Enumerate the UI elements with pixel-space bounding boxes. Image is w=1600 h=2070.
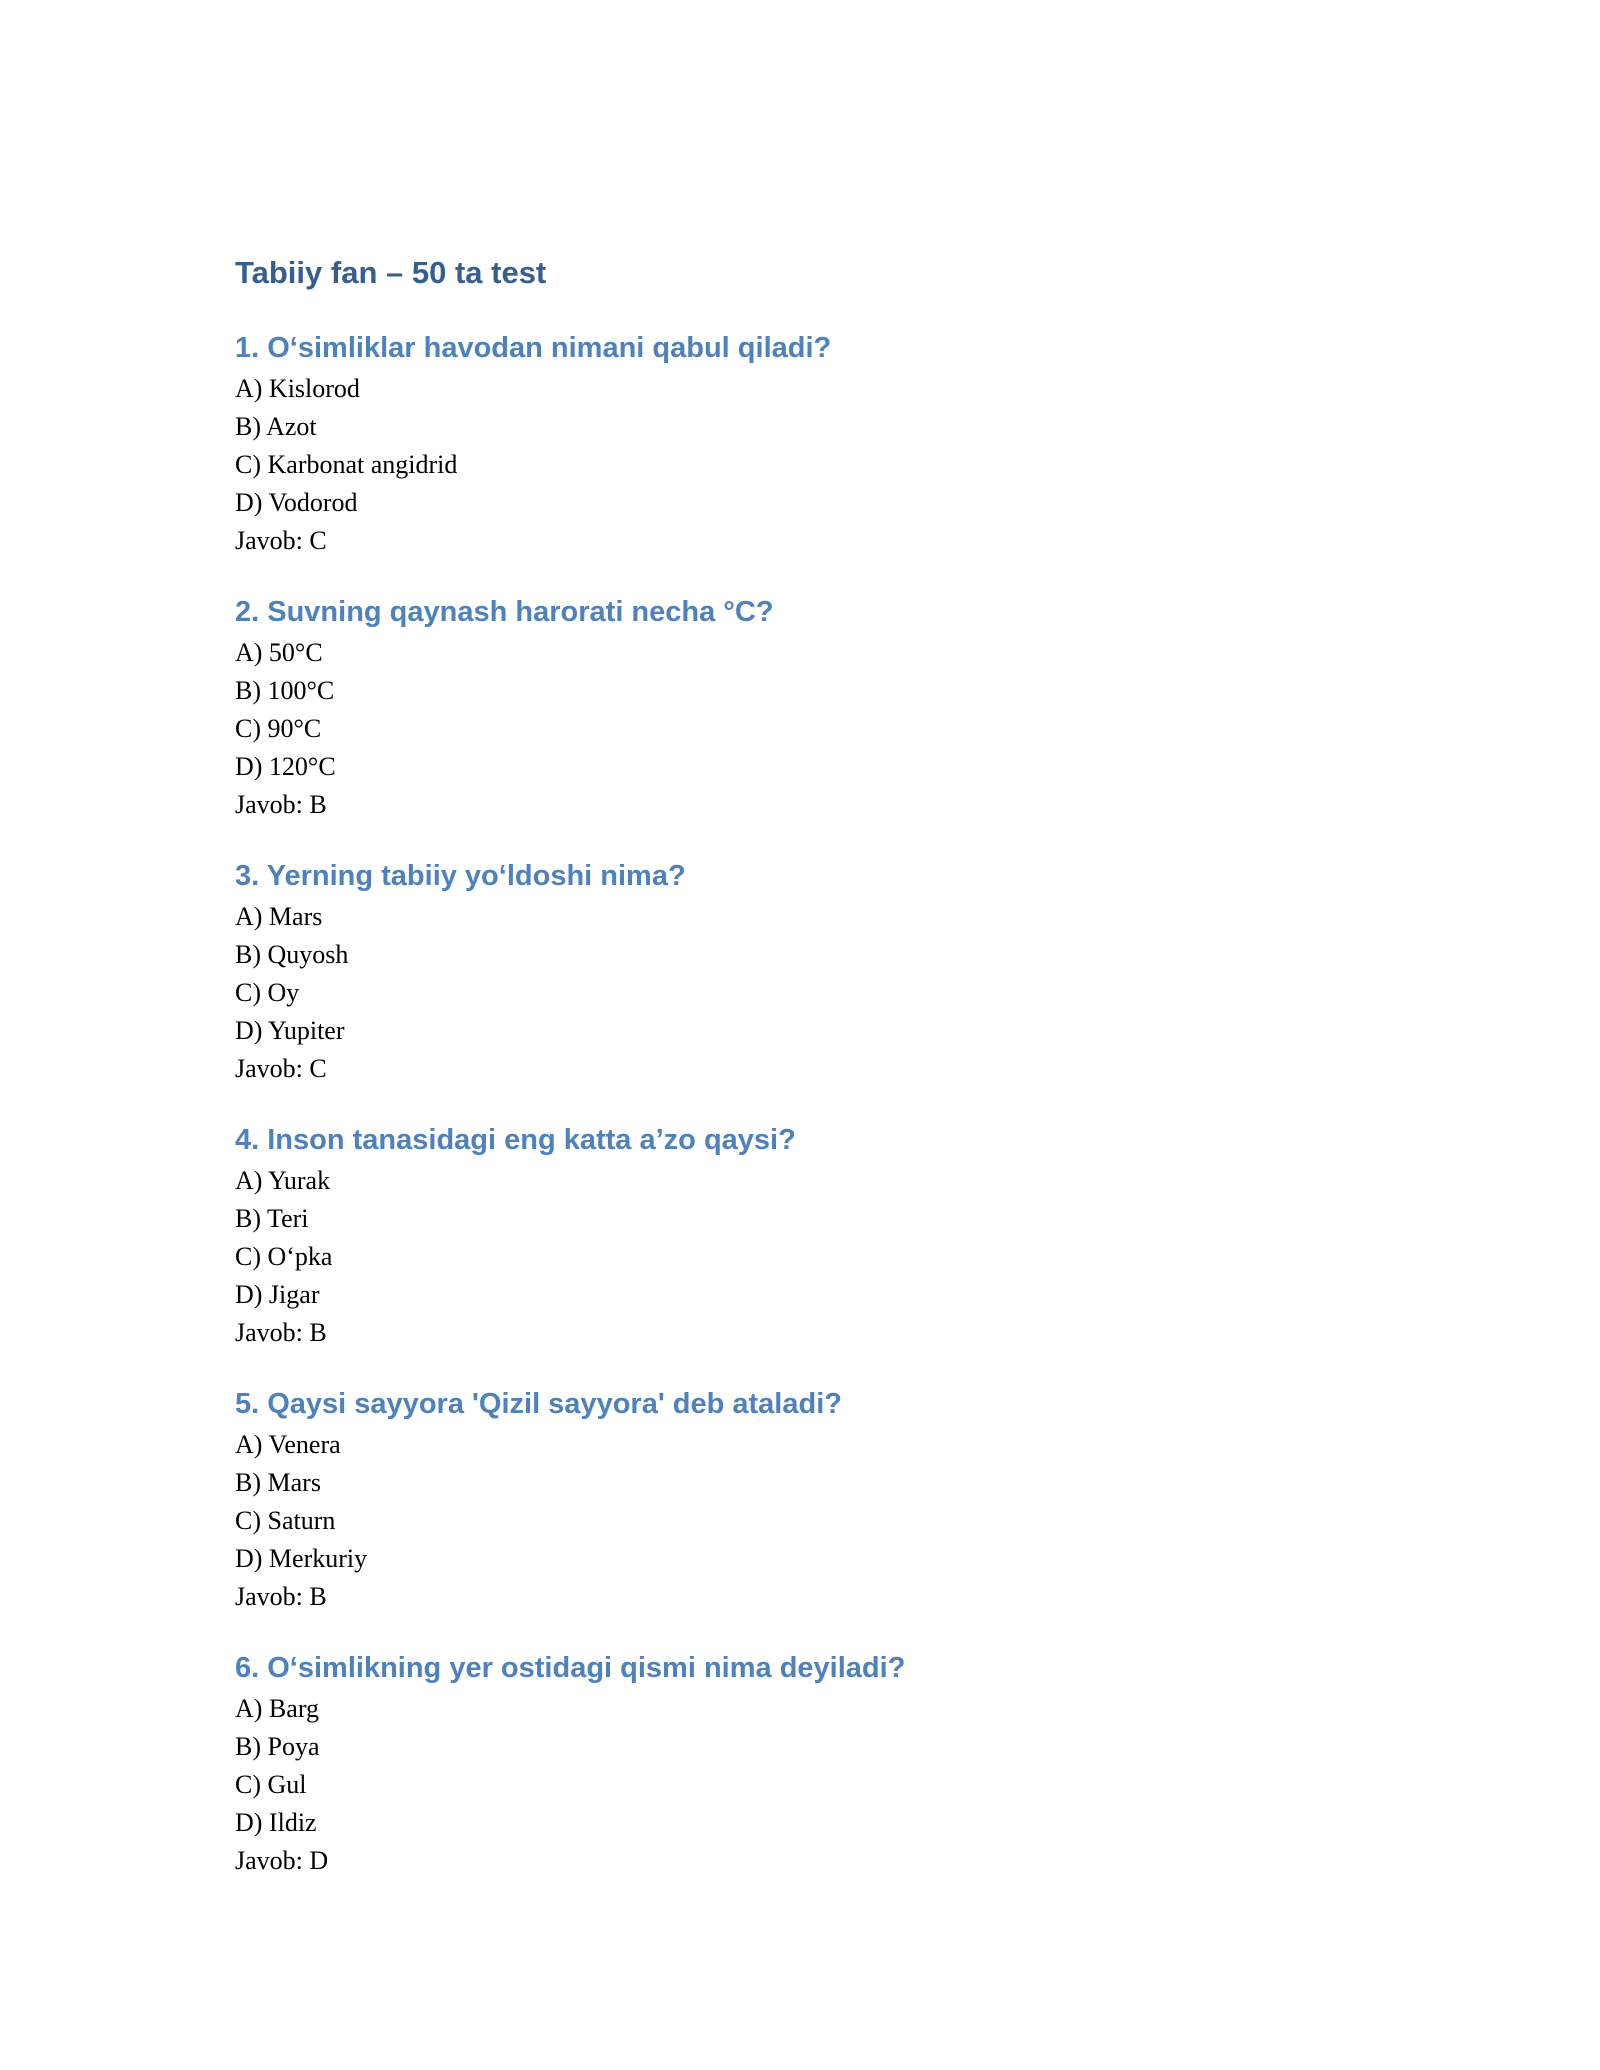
question-4	[235, 1118, 1365, 1352]
option-b: B) Teri	[235, 1204, 309, 1233]
question-2	[235, 590, 1365, 824]
option-a: A) Kislorod	[235, 374, 360, 403]
option-d: D) 120°C	[235, 752, 336, 781]
question-title: 3. Yerning tabiiy yo‘ldoshi nima?	[235, 860, 686, 892]
question-list	[235, 326, 1365, 1880]
option-d: D) Yupiter	[235, 1016, 345, 1045]
option-a: A) Venera	[235, 1430, 341, 1459]
question-title: 4. Inson tanasidagi eng katta a’zo qaysi?	[235, 1124, 796, 1156]
option-b: B) 100°C	[235, 676, 335, 705]
option-d: D) Vodorod	[235, 488, 358, 517]
answer-line: Javob: C	[235, 1054, 327, 1083]
answer-line: Javob: C	[235, 526, 327, 555]
document-title: Tabiiy fan – 50 ta test	[235, 255, 547, 290]
option-d: D) Merkuriy	[235, 1544, 368, 1573]
option-c: C) Gul	[235, 1770, 307, 1799]
option-d: D) Jigar	[235, 1280, 320, 1309]
option-a: A) Barg	[235, 1694, 320, 1723]
option-a: A) Mars	[235, 902, 323, 931]
option-b: B) Quyosh	[235, 940, 349, 969]
answer-line: Javob: D	[235, 1846, 329, 1875]
option-a: A) 50°C	[235, 638, 323, 667]
question-title: 5. Qaysi sayyora 'Qizil sayyora' deb ataladi?	[235, 1388, 842, 1420]
question-3	[235, 854, 1365, 1088]
document-content	[235, 250, 1365, 1880]
option-b: B) Poya	[235, 1732, 320, 1761]
option-b: B) Mars	[235, 1468, 321, 1497]
option-b: B) Azot	[235, 412, 317, 441]
option-d: D) Ildiz	[235, 1808, 317, 1837]
question-title: 1. O‘simliklar havodan nimani qabul qiladi?	[235, 332, 832, 364]
option-a: A) Yurak	[235, 1166, 331, 1195]
option-c: C) O‘pka	[235, 1242, 333, 1271]
answer-line: Javob: B	[235, 790, 327, 819]
question-title: 2. Suvning qaynash harorati necha °C?	[235, 596, 774, 628]
question-title: 6. O‘simlikning yer ostidagi qismi nima deyiladi?	[235, 1652, 906, 1684]
option-c: C) Karbonat angidrid	[235, 450, 458, 479]
answer-line: Javob: B	[235, 1582, 327, 1611]
question-6	[235, 1646, 1365, 1880]
answer-line: Javob: B	[235, 1318, 327, 1347]
question-5	[235, 1382, 1365, 1616]
question-1	[235, 326, 1365, 560]
option-c: C) 90°C	[235, 714, 322, 743]
option-c: C) Saturn	[235, 1506, 336, 1535]
option-c: C) Oy	[235, 978, 300, 1007]
